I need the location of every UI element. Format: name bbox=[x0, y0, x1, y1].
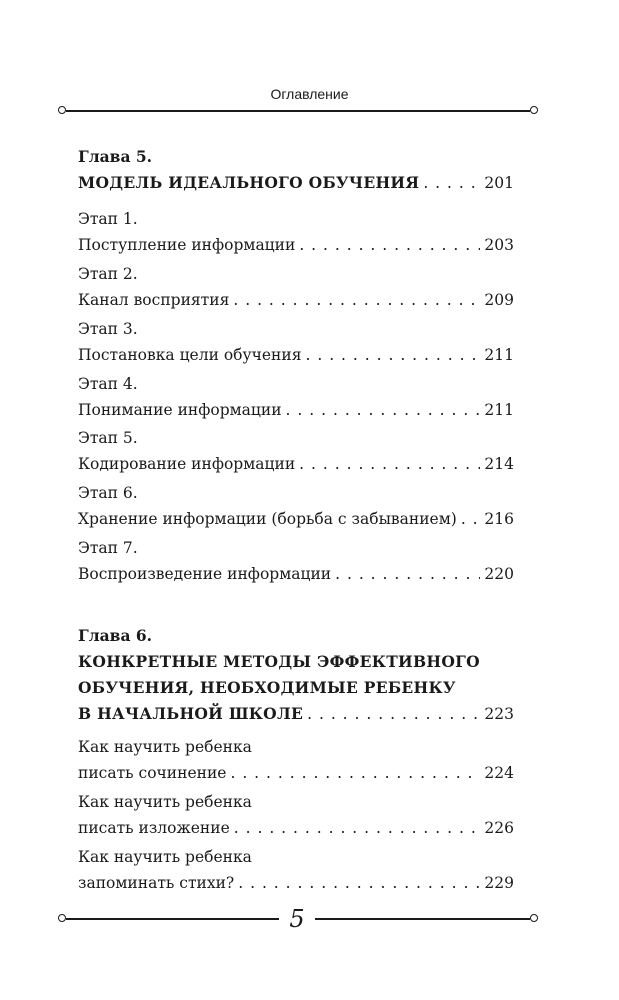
toc-entry-stage-1[interactable] bbox=[78, 206, 514, 258]
item-line-2: запоминать стихи? bbox=[78, 874, 235, 892]
stage-title: Хранение информации (борьба с забыванием) bbox=[78, 510, 457, 528]
dot-leader bbox=[299, 451, 480, 477]
item-page: 224 bbox=[484, 764, 514, 782]
dot-leader bbox=[299, 232, 480, 258]
stage-title: Поступление информации bbox=[78, 236, 296, 254]
item-line-1: Как научить ребенка bbox=[78, 738, 252, 756]
item-line-2: писать изложение bbox=[78, 819, 230, 837]
toc-entry-stage-7[interactable] bbox=[78, 535, 514, 587]
top-ornamental-rule bbox=[58, 106, 538, 116]
toc-entry-stage-5[interactable] bbox=[78, 425, 514, 477]
stage-page: 211 bbox=[484, 346, 514, 364]
chapter-6-title-line-1: КОНКРЕТНЫЕ МЕТОДЫ ЭФФЕКТИВНОГО bbox=[78, 652, 480, 671]
item-line-2: писать сочинение bbox=[78, 764, 227, 782]
dot-leader bbox=[234, 815, 481, 841]
toc-entry-stage-6[interactable] bbox=[78, 480, 514, 532]
stage-page: 203 bbox=[484, 236, 514, 254]
chapter-5-label: Глава 5. bbox=[78, 147, 153, 166]
toc-entry-poems[interactable] bbox=[78, 844, 514, 896]
dot-leader bbox=[335, 561, 480, 587]
chapter-5-block bbox=[78, 144, 514, 196]
chapter-5-page: 201 bbox=[484, 174, 514, 192]
stage-page: 209 bbox=[484, 291, 514, 309]
stage-title: Понимание информации bbox=[78, 401, 282, 419]
stage-title: Воспроизведение информации bbox=[78, 565, 332, 583]
chapter-6-page: 223 bbox=[484, 705, 514, 723]
stage-label: Этап 7. bbox=[78, 539, 138, 557]
stage-page: 216 bbox=[484, 510, 514, 528]
stage-label: Этап 2. bbox=[78, 265, 138, 283]
dot-leader bbox=[305, 342, 480, 368]
stage-title: Канал восприятия bbox=[78, 291, 230, 309]
stage-page: 220 bbox=[484, 565, 514, 583]
stage-title: Постановка цели обучения bbox=[78, 346, 302, 364]
page-number: 5 bbox=[279, 905, 315, 933]
dot-leader bbox=[461, 506, 481, 532]
stage-label: Этап 4. bbox=[78, 375, 138, 393]
toc-entry-stage-2[interactable] bbox=[78, 261, 514, 313]
toc-entry-stage-3[interactable] bbox=[78, 316, 514, 368]
stage-label: Этап 3. bbox=[78, 320, 138, 338]
chapter-5-title: МОДЕЛЬ ИДЕАЛЬНОГО ОБУЧЕНИЯ bbox=[78, 173, 420, 192]
stage-label: Этап 6. bbox=[78, 484, 138, 502]
toc-entry-essay[interactable] bbox=[78, 734, 514, 786]
chapter-6-title-entry[interactable] bbox=[78, 701, 514, 727]
item-page: 229 bbox=[484, 874, 514, 892]
chapter-6-title-line-2: ОБУЧЕНИЯ, НЕОБХОДИМЫЕ РЕБЕНКУ bbox=[78, 678, 456, 697]
item-line-1: Как научить ребенка bbox=[78, 793, 252, 811]
dot-leader bbox=[238, 870, 480, 896]
toc-entry-summary[interactable] bbox=[78, 789, 514, 841]
dot-leader bbox=[230, 760, 480, 786]
chapter-6-label: Глава 6. bbox=[78, 626, 153, 645]
stage-page: 214 bbox=[484, 455, 514, 473]
toc-entry-stage-4[interactable] bbox=[78, 371, 514, 423]
stage-title: Кодирование информации bbox=[78, 455, 296, 473]
item-page: 226 bbox=[484, 819, 514, 837]
chapter-6-title-line-3: В НАЧАЛЬНОЙ ШКОЛЕ bbox=[78, 704, 304, 723]
stage-page: 211 bbox=[484, 401, 514, 419]
item-line-1: Как научить ребенка bbox=[78, 848, 252, 866]
stage-label: Этап 1. bbox=[78, 210, 138, 228]
stage-label: Этап 5. bbox=[78, 429, 138, 447]
chapter-5-title-entry[interactable] bbox=[78, 170, 514, 196]
dot-leader bbox=[423, 170, 480, 196]
running-head: Оглавление bbox=[270, 86, 349, 102]
dot-leader bbox=[233, 287, 480, 313]
chapter-6-block bbox=[78, 623, 514, 727]
dot-leader bbox=[307, 701, 480, 727]
dot-leader bbox=[286, 397, 481, 423]
